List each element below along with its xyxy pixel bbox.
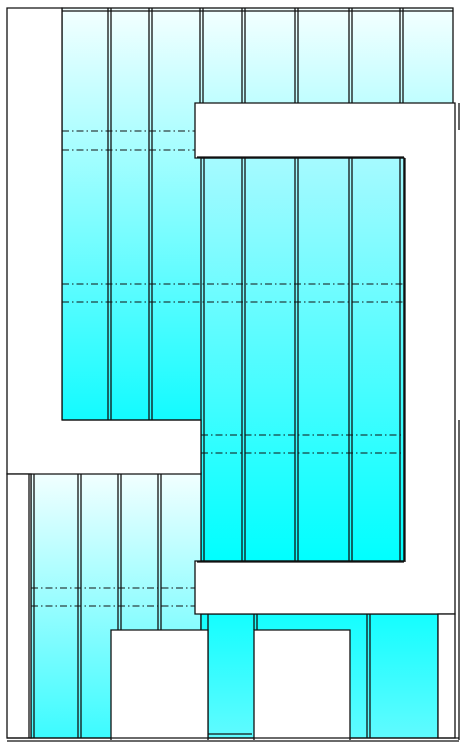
right-glass-pane	[201, 158, 404, 561]
entrance-opening-right	[254, 630, 350, 740]
base-column-left	[7, 474, 31, 738]
glass-curtain-wall-right	[201, 158, 404, 561]
base-column-right	[438, 614, 455, 738]
entrance-opening-left	[111, 630, 208, 740]
